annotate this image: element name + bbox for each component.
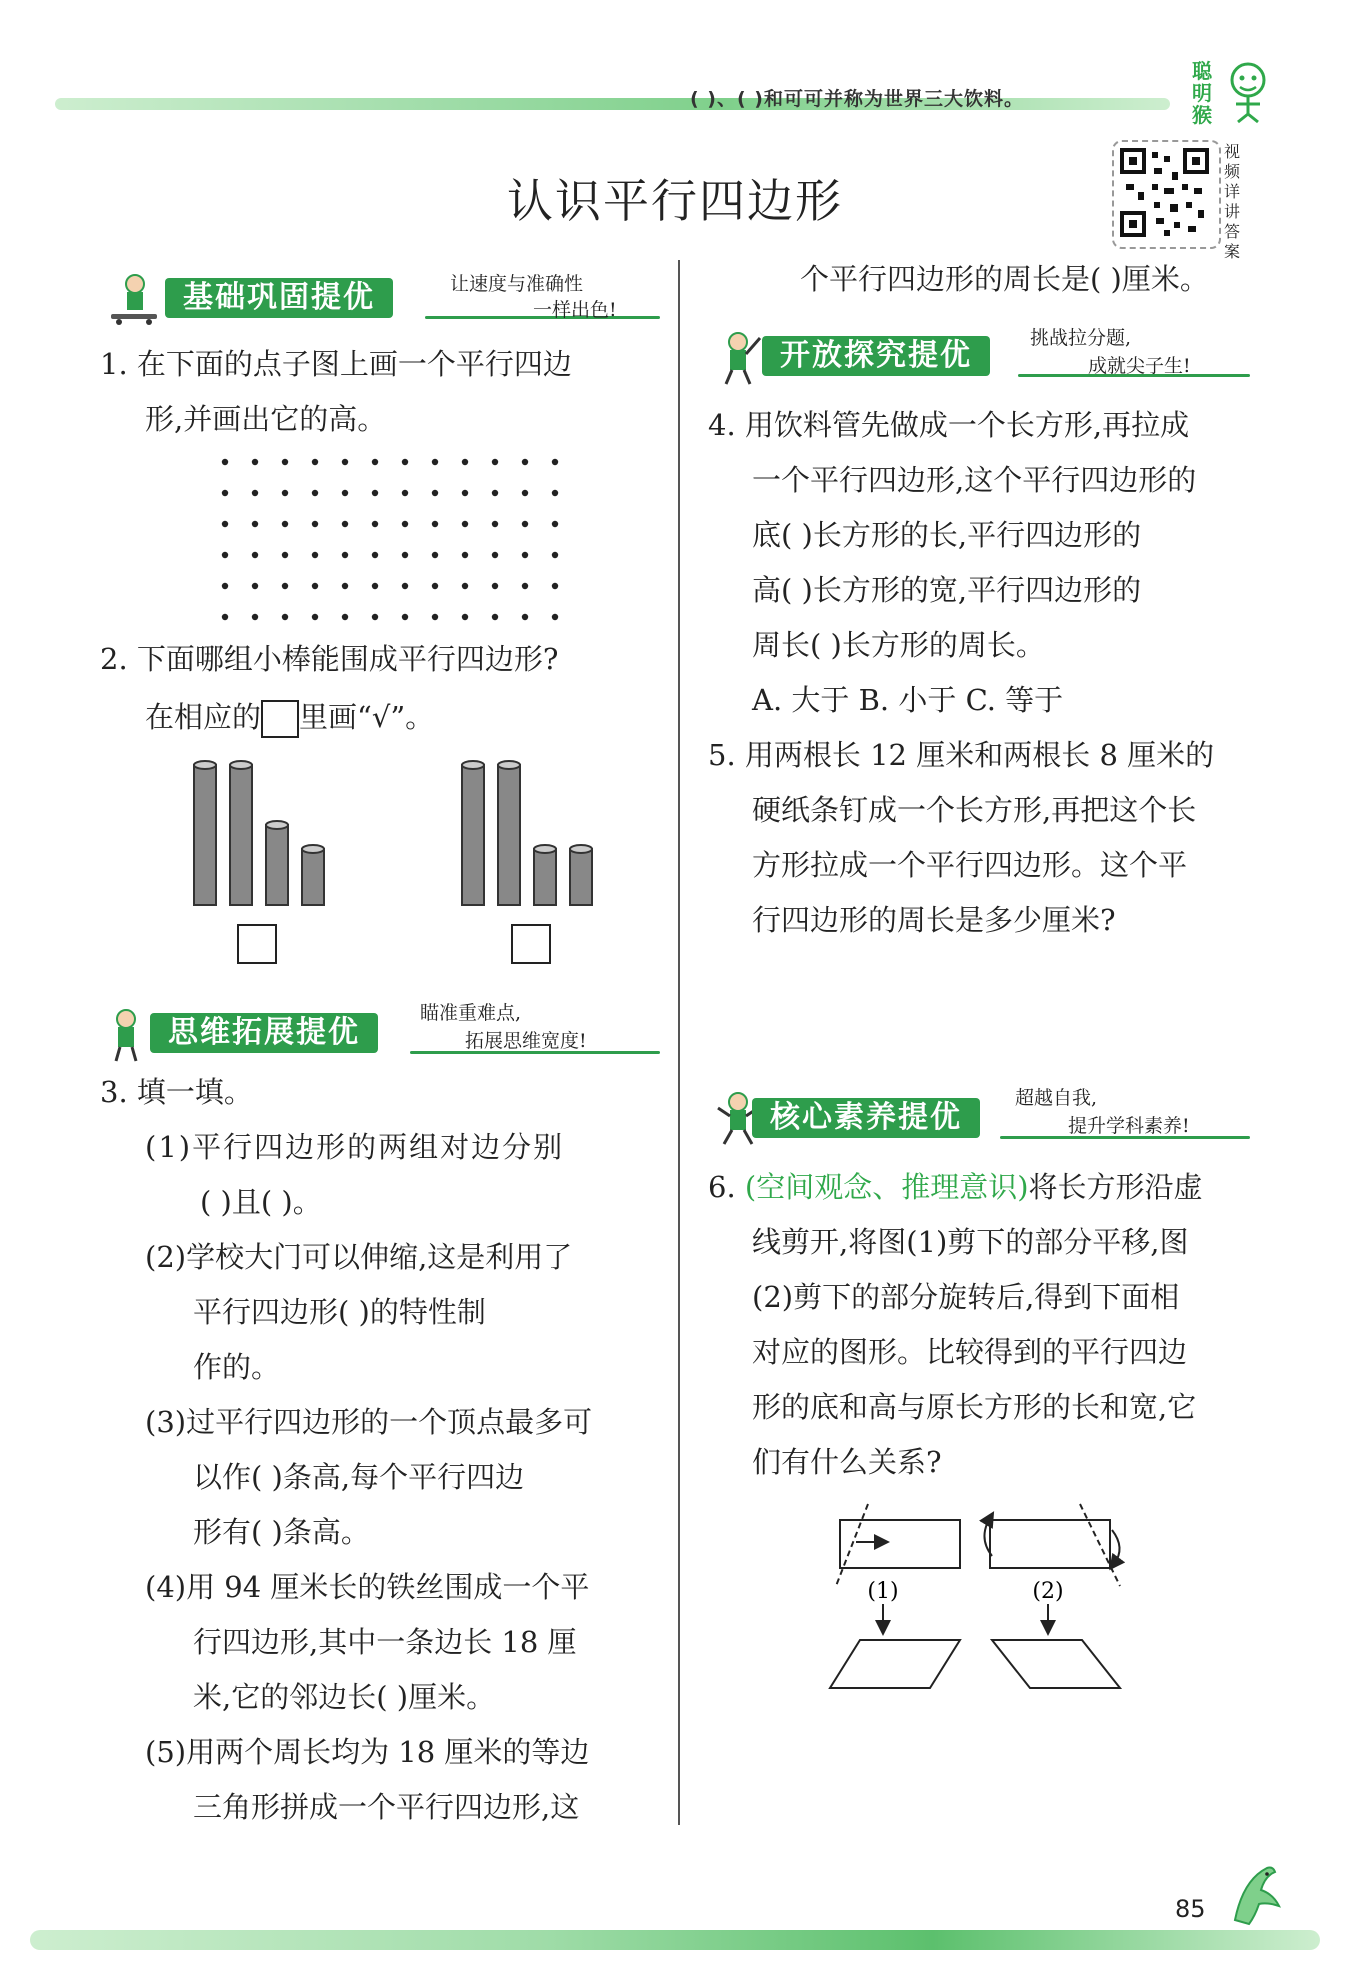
grid-dot	[492, 459, 498, 465]
stick-group-1	[194, 761, 324, 905]
q6-line2: 线剪开,将图(1)剪下的部分平移,图	[752, 1225, 1189, 1259]
section-core-slogan-1: 超越自我,	[1015, 1087, 1098, 1109]
figure-1-rectangle	[836, 1504, 960, 1586]
grid-dot	[402, 490, 408, 496]
grid-dot	[462, 521, 468, 527]
grid-dot	[522, 614, 528, 620]
q3-5-line2: 三角形拼成一个平行四边形,这	[193, 1790, 580, 1824]
q6-line4: 对应的图形。比较得到的平行四边	[752, 1335, 1188, 1369]
stick	[266, 821, 288, 905]
q3-4-line1: (4)用 94 厘米长的铁丝围成一个平	[145, 1570, 590, 1604]
grid-dot	[372, 552, 378, 558]
figure-2-rectangle	[984, 1504, 1120, 1586]
stick	[498, 761, 520, 905]
grid-dot	[492, 614, 498, 620]
grid-dot	[282, 552, 288, 558]
grid-dot	[492, 552, 498, 558]
grid-dot	[432, 552, 438, 558]
page-number: 85	[1175, 1895, 1206, 1923]
q6-line3: (2)剪下的部分旋转后,得到下面相	[752, 1280, 1180, 1314]
grid-dot	[282, 583, 288, 589]
grid-dot	[372, 490, 378, 496]
grid-dot	[552, 552, 558, 558]
grid-dot	[312, 583, 318, 589]
section-thinking-slogan-2: 拓展思维宽度!	[465, 1030, 587, 1052]
grid-dot	[372, 521, 378, 527]
stick	[534, 845, 556, 905]
grid-dot	[432, 490, 438, 496]
q6-line1-rest: 将长方形沿虚	[1028, 1170, 1203, 1204]
stick	[462, 761, 484, 905]
q6-line1	[708, 1160, 1203, 1215]
q6-line6: 们有什么关系?	[752, 1445, 942, 1479]
q3-4-line3: 米,它的邻边长( )厘米。	[193, 1680, 496, 1714]
dot-grid[interactable]	[210, 450, 580, 630]
grid-dot	[312, 521, 318, 527]
figure-2-parallelogram	[992, 1640, 1120, 1688]
section-open-title: 开放探究提优	[762, 336, 990, 376]
q2-text-pre: 在相应的	[145, 700, 262, 734]
header-fact: ( )、( )和可可并称为世界三大饮料。	[690, 88, 1024, 110]
grid-dot	[222, 459, 228, 465]
q5-line3: 方形拉成一个平行四边形。这个平	[752, 848, 1188, 882]
grid-dot	[402, 614, 408, 620]
grid-dot	[312, 614, 318, 620]
grid-dot	[252, 552, 258, 558]
q3-2-line1: (2)学校大门可以伸缩,这是利用了	[145, 1240, 573, 1274]
q3-1-line2: ( )且( )。	[200, 1185, 322, 1219]
section-thinking-slogan-1: 瞄准重难点,	[420, 1002, 522, 1024]
section-core-slogan-2: 提升学科素养!	[1068, 1115, 1190, 1137]
grid-dot	[342, 490, 348, 496]
grid-dot	[522, 490, 528, 496]
grid-dot	[492, 521, 498, 527]
grid-dot	[402, 459, 408, 465]
grid-dot	[522, 552, 528, 558]
page-title: 认识平行四边形	[507, 174, 843, 228]
grid-dot	[282, 490, 288, 496]
q3-5-line1: (5)用两个周长均为 18 厘米的等边	[145, 1735, 590, 1769]
stick	[570, 845, 592, 905]
q3-1-line1: (1)平行四边形的两组对边分别	[145, 1130, 565, 1164]
grid-dot	[462, 583, 468, 589]
grid-dot	[312, 552, 318, 558]
section-basic-title: 基础巩固提优	[165, 278, 393, 318]
grid-dot	[282, 614, 288, 620]
student-skateboard-icon	[105, 270, 163, 328]
q3-4-line2: 行四边形,其中一条边长 18 厘	[193, 1625, 577, 1659]
q4-line3: 底( )长方形的长,平行四边形的	[752, 518, 1142, 552]
stick-group-2	[462, 761, 592, 905]
q6-line5: 形的底和高与原长方形的长和宽,它	[752, 1390, 1197, 1424]
grid-dot	[222, 583, 228, 589]
q3-2-line2: 平行四边形( )的特性制	[193, 1295, 486, 1329]
section-core-banner	[700, 1087, 1260, 1140]
q3-3-line1: (3)过平行四边形的一个顶点最多可	[145, 1405, 593, 1439]
grid-dot	[252, 521, 258, 527]
q1-text-line2: 形,并画出它的高。	[145, 402, 387, 436]
grid-dot	[342, 614, 348, 620]
section-open-slogan-1: 挑战拉分题,	[1030, 327, 1132, 349]
q6-number: 6.	[708, 1170, 736, 1204]
grid-dot	[552, 459, 558, 465]
grid-dot	[522, 521, 528, 527]
grid-dot	[402, 552, 408, 558]
grid-dot	[372, 583, 378, 589]
section-basic-slogan-2: 一样出色!	[533, 299, 617, 321]
stick	[230, 761, 252, 905]
q4-line5: 周长( )长方形的周长。	[752, 628, 1045, 662]
grid-dot	[282, 521, 288, 527]
grid-dot	[402, 583, 408, 589]
q3-3-line3: 形有( )条高。	[193, 1515, 370, 1549]
sticks-figure	[180, 745, 620, 975]
q1-text-line1: 1. 在下面的点子图上画一个平行四边	[100, 347, 572, 381]
grid-dot	[222, 521, 228, 527]
grid-dot	[342, 459, 348, 465]
grid-dot	[552, 521, 558, 527]
grid-dot	[252, 490, 258, 496]
section-open-slogan-2: 成就尖子生!	[1088, 355, 1191, 377]
qr-code-icon	[1114, 142, 1215, 243]
grid-dot	[222, 552, 228, 558]
grid-dot	[312, 490, 318, 496]
section-thinking-title: 思维拓展提优	[150, 1013, 378, 1053]
q3-5-line3: 个平行四边形的周长是( )厘米。	[800, 262, 1209, 296]
section-core-title: 核心素养提优	[752, 1098, 980, 1138]
grid-dot	[462, 459, 468, 465]
q4-line4: 高( )长方形的宽,平行四边形的	[752, 573, 1142, 607]
section-basic-banner	[95, 270, 675, 320]
column-divider	[678, 260, 680, 1825]
grid-dot	[492, 583, 498, 589]
qr-code[interactable]	[1112, 140, 1221, 249]
grid-dot	[432, 614, 438, 620]
qr-label: 视频详讲答案	[1224, 142, 1241, 261]
q6-tag: (空间观念、推理意识)	[744, 1170, 1029, 1204]
grid-dot	[342, 552, 348, 558]
q3-title: 3. 填一填。	[100, 1075, 253, 1109]
grid-dot	[552, 614, 558, 620]
grid-dot	[462, 490, 468, 496]
q2-text-line1: 2. 下面哪组小棒能围成平行四边形?	[100, 642, 559, 676]
grid-dot	[252, 583, 258, 589]
grid-dot	[462, 552, 468, 558]
q4-options: A. 大于 B. 小于 C. 等于	[752, 683, 1064, 717]
grid-dot	[372, 459, 378, 465]
q2-text-post: 里画“√”。	[299, 700, 435, 734]
figure-1-label: (1)	[867, 1579, 899, 1604]
grid-dot	[222, 614, 228, 620]
grid-dot	[402, 521, 408, 527]
figure-1-parallelogram	[830, 1640, 960, 1688]
q2-text-line2	[145, 690, 434, 745]
grid-dot	[522, 459, 528, 465]
grid-dot	[222, 490, 228, 496]
q5-line4: 行四边形的周长是多少厘米?	[752, 903, 1116, 937]
checkbox-example	[261, 700, 299, 738]
grid-dot	[342, 583, 348, 589]
section-open-banner	[700, 328, 1260, 378]
grid-dot	[252, 459, 258, 465]
grid-dot	[372, 614, 378, 620]
grid-dot	[432, 521, 438, 527]
grid-dot	[552, 583, 558, 589]
q3-3-line2: 以作( )条高,每个平行四边	[193, 1460, 525, 1494]
grid-dot	[432, 459, 438, 465]
mascot-label: 聪明猴	[1192, 59, 1212, 127]
grid-dot	[342, 521, 348, 527]
grid-dot	[552, 490, 558, 496]
q5-line2: 硬纸条钉成一个长方形,再把这个长	[752, 793, 1197, 827]
q5-line1: 5. 用两根长 12 厘米和两根长 8 厘米的	[708, 738, 1215, 772]
grid-dot	[462, 614, 468, 620]
q4-line2: 一个平行四边形,这个平行四边形的	[752, 463, 1197, 497]
grid-dot	[282, 459, 288, 465]
answer-checkbox-1[interactable]	[238, 925, 276, 963]
grid-dot	[492, 490, 498, 496]
stick	[302, 845, 324, 905]
dolphin-icon	[1225, 1860, 1285, 1930]
grid-dot	[312, 459, 318, 465]
student-explore-icon	[710, 328, 768, 386]
monkey-mascot-icon	[1222, 58, 1274, 124]
figure-2-label: (2)	[1032, 1579, 1064, 1604]
q6-figure	[820, 1490, 1140, 1700]
q4-line1: 4. 用饮料管先做成一个长方形,再拉成	[708, 408, 1190, 442]
section-basic-slogan-1: 让速度与准确性	[450, 273, 584, 295]
section-thinking-banner	[90, 1002, 670, 1055]
answer-checkbox-2[interactable]	[512, 925, 550, 963]
grid-dot	[432, 583, 438, 589]
grid-dot	[252, 614, 258, 620]
stick	[194, 761, 216, 905]
grid-dot	[522, 583, 528, 589]
footer-band	[30, 1930, 1320, 1950]
q3-2-line3: 作的。	[193, 1350, 281, 1384]
